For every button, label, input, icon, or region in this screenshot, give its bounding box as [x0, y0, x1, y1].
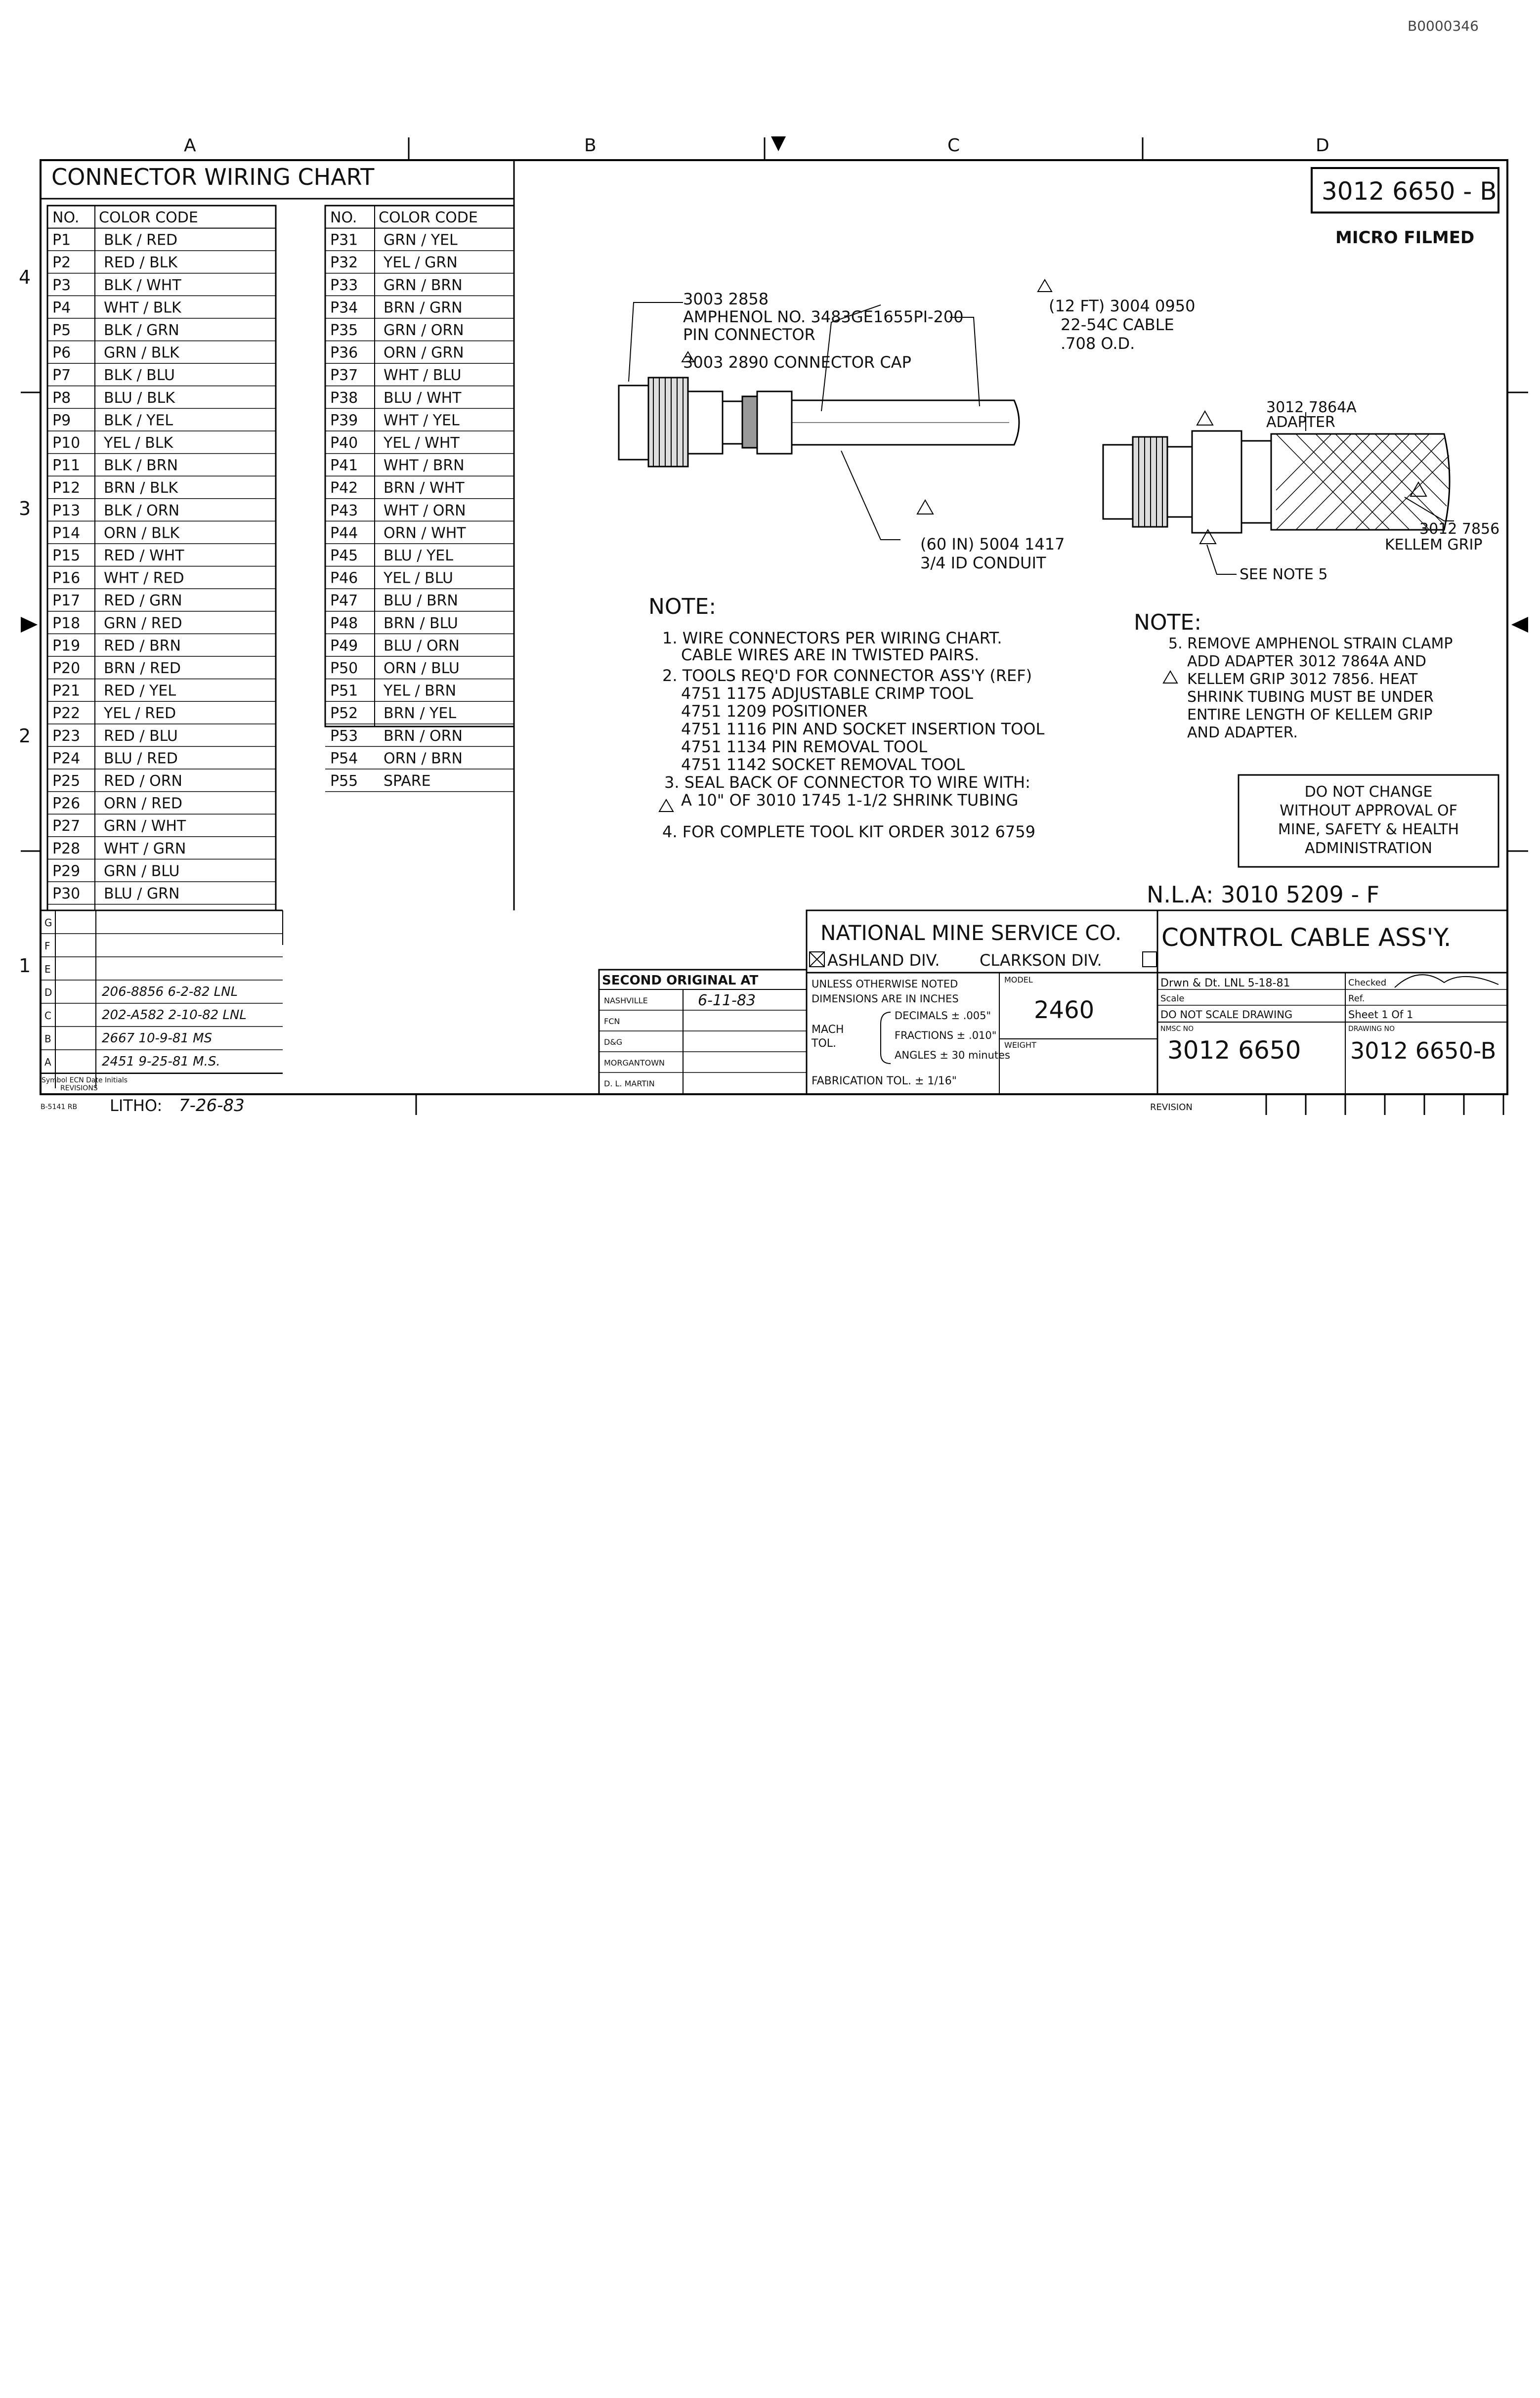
connector-cable-diagram — [619, 378, 1019, 467]
adapter-grip-diagram — [1103, 431, 1450, 533]
wiring-right-color-code: YEL / GRN — [384, 254, 458, 272]
wiring-left-color-code: GRN / BLU — [104, 862, 180, 880]
drawing-number: 3012 6650-B — [1350, 1037, 1497, 1064]
do-not-scale: DO NOT SCALE DRAWING — [1160, 1009, 1293, 1021]
callout-cable-length: (12 FT) 3004 0950 — [1049, 297, 1196, 315]
note-3-cont: A 10" OF 3010 1745 1-1/2 SHRINK TUBING — [681, 791, 1019, 810]
wiring-left-pin: P11 — [52, 457, 81, 474]
drawing-number-top: 3012 6650 - B — [1322, 177, 1497, 206]
wiring-right-pin: P42 — [330, 479, 358, 497]
wiring-left-pin: P12 — [52, 479, 81, 497]
callout-cable-od: .708 O.D. — [1061, 334, 1135, 353]
tolerance-angles: ANGLES ± 30 minutes — [895, 1049, 1010, 1061]
clarkson-checkbox — [1143, 952, 1156, 967]
wiring-left-pin: P2 — [52, 254, 71, 272]
callout-grip-part: 3012 7856 — [1419, 520, 1500, 538]
wiring-right-color-code: ORN / BLU — [384, 660, 460, 677]
nmsc-number: 3012 6650 — [1167, 1036, 1301, 1065]
wiring-right-color-code: YEL / BLU — [384, 569, 453, 587]
note-1-cont: CABLE WIRES ARE IN TWISTED PAIRS. — [681, 645, 980, 664]
revision-entry: 206-8856 6-2-82 LNL — [102, 985, 238, 999]
litho-signature: 7-26-83 — [179, 1096, 245, 1115]
wiring-left-pin: P20 — [52, 660, 81, 677]
wiring-right-color-code: BRN / YEL — [384, 705, 457, 723]
wiring-left-pin: P1 — [52, 231, 71, 249]
wiring-right-color-code: ORN / WHT — [384, 524, 466, 542]
wiring-left-color-code: GRN / BLK — [104, 344, 179, 362]
wiring-right-color-code: GRN / ORN — [384, 322, 464, 339]
wiring-right-color-code: BLU / ORN — [384, 637, 460, 655]
wiring-left-color-code: RED / YEL — [104, 682, 176, 700]
center-arrow-right-icon — [1511, 617, 1528, 633]
note-5-line-2: ADD ADAPTER 3012 7864A AND — [1187, 653, 1426, 670]
revision-symbol: B — [44, 1033, 51, 1045]
zone-row-3: 3 — [19, 498, 31, 519]
wiring-left-pin: P30 — [52, 885, 81, 902]
callout-conduit-length: (60 IN) 5004 1417 — [920, 535, 1065, 554]
tolerance-fractions: FRACTIONS ± .010" — [895, 1029, 997, 1041]
note-5-line-3: KELLEM GRIP 3012 7856. HEAT — [1187, 671, 1418, 688]
revision-symbol: G — [44, 917, 52, 929]
wiring-left-color-code: BLK / GRN — [104, 322, 179, 339]
msha-line-1: DO NOT CHANGE — [1304, 783, 1433, 801]
wiring-left-color-code: GRN / WHT — [104, 817, 186, 835]
wiring-right-header-code: COLOR CODE — [379, 209, 478, 226]
wiring-right-color-code: WHT / BLU — [384, 367, 462, 385]
wiring-right-pin: P40 — [330, 434, 358, 452]
note-5-line-4: SHRINK TUBING MUST BE UNDER — [1187, 688, 1434, 706]
msha-line-2: WITHOUT APPROVAL OF — [1280, 802, 1457, 819]
wiring-right-pin: P39 — [330, 412, 358, 429]
sheet-count: Sheet 1 Of 1 — [1348, 1009, 1413, 1021]
note-2-tool-1: 4751 1175 ADJUSTABLE CRIMP TOOL — [681, 684, 973, 703]
wiring-right-color-code: WHT / BRN — [384, 457, 465, 474]
wiring-left-pin: P3 — [52, 276, 71, 294]
wiring-left-pin: P27 — [52, 817, 81, 835]
tolerance-mach: MACH — [812, 1024, 844, 1036]
notes-right — [1134, 610, 1453, 741]
wiring-left-pin: P18 — [52, 614, 81, 632]
wiring-left-color-code: WHT / RED — [104, 569, 184, 587]
second-original-dl-martin: D. L. MARTIN — [604, 1079, 655, 1088]
wiring-right-color-code: YEL / WHT — [384, 434, 460, 452]
wiring-left-color-code: ORN / BLK — [104, 524, 180, 542]
note-2-tool-3: 4751 1116 PIN AND SOCKET INSERTION TOOL — [681, 720, 1045, 738]
company-block — [807, 910, 1157, 1094]
wiring-left-color-code: RED / ORN — [104, 772, 182, 790]
note-2: 2. TOOLS REQ'D FOR CONNECTOR ASS'Y (REF) — [662, 666, 1032, 685]
wiring-left-pin: P19 — [52, 637, 81, 655]
revision-block — [41, 910, 283, 1092]
note-5-line-5: ENTIRE LENGTH OF KELLEM GRIP — [1187, 706, 1433, 724]
zone-row-1: 1 — [19, 955, 31, 977]
wiring-right-color-code: BRN / BLU — [384, 614, 458, 632]
tolerance-line-2: DIMENSIONS ARE IN INCHES — [812, 993, 959, 1005]
nla-number: N.L.A: 3010 5209 - F — [1147, 881, 1380, 908]
wiring-left-pin: P29 — [52, 862, 81, 880]
wiring-right-pin: P51 — [330, 682, 358, 700]
wiring-right-pin: P34 — [330, 299, 358, 317]
wiring-left-pin: P28 — [52, 840, 81, 857]
model-label: MODEL — [1004, 975, 1033, 985]
drawn-by: Drwn & Dt. LNL 5-18-81 — [1160, 977, 1290, 989]
wiring-left-pin: P25 — [52, 772, 81, 790]
wiring-left-color-code: BLK / BRN — [104, 457, 178, 474]
connector-wiring-chart — [41, 160, 514, 910]
wiring-right-pin: P36 — [330, 344, 358, 362]
wiring-left-color-code: RED / WHT — [104, 547, 184, 564]
wiring-right-color-code: WHT / ORN — [384, 502, 466, 519]
engineering-drawing — [19, 135, 1508, 1115]
callout-amphenol: AMPHENOL NO. 3483GE1655PI-200 — [683, 307, 964, 326]
wiring-right-color-code: BLU / YEL — [384, 547, 453, 564]
wiring-left-pin: P15 — [52, 547, 81, 564]
wiring-right-color-code: ORN / GRN — [384, 344, 464, 362]
callout-cable-type: 22-54C CABLE — [1061, 315, 1174, 334]
wiring-right-pin: P47 — [330, 592, 358, 610]
title-block — [1157, 910, 1507, 1094]
company-name: NATIONAL MINE SERVICE CO. — [820, 921, 1122, 945]
tolerance-fabrication: FABRICATION TOL. ± 1/16" — [812, 1075, 957, 1087]
zone-row-2: 2 — [19, 725, 31, 747]
second-original-fcn: FCN — [604, 1017, 620, 1026]
wiring-right-color-code: GRN / YEL — [384, 231, 458, 249]
wiring-right-pin: P32 — [330, 254, 358, 272]
center-arrow-top-icon — [771, 136, 786, 151]
wiring-right-pin: P38 — [330, 389, 358, 407]
ref-label: Ref. — [1348, 993, 1365, 1004]
revision-symbol: E — [44, 963, 51, 975]
wiring-left-color-code: BLU / GRN — [104, 885, 180, 902]
note-4: 4. FOR COMPLETE TOOL KIT ORDER 3012 6759 — [662, 822, 1035, 841]
wiring-left-pin: P5 — [52, 322, 71, 339]
wiring-right-pin: P44 — [330, 524, 358, 542]
wiring-left-pin: P14 — [52, 524, 81, 542]
note-5-line-6: AND ADAPTER. — [1187, 724, 1298, 741]
litho-code: B-5141 RB — [41, 1103, 78, 1111]
wiring-left-color-code: WHT / GRN — [104, 840, 186, 857]
revision-entry: 202-A582 2-10-82 LNL — [102, 1008, 247, 1023]
wiring-right-color-code: SPARE — [384, 772, 431, 790]
checked-label: Checked — [1348, 978, 1387, 988]
wiring-left-pin: P9 — [52, 412, 71, 429]
revision-entry: 2451 9-25-81 M.S. — [102, 1054, 220, 1069]
note-5: 5. REMOVE AMPHENOL STRAIN CLAMP — [1168, 635, 1453, 652]
tolerance-decimals: DECIMALS ± .005" — [895, 1010, 991, 1022]
wiring-left-color-code: BLU / RED — [104, 750, 178, 768]
callout-see-note: SEE NOTE 5 — [1240, 566, 1328, 583]
wiring-left-pin: P26 — [52, 795, 81, 813]
company-div-clarkson: CLARKSON DIV. — [980, 951, 1102, 970]
note-2-tool-5: 4751 1142 SOCKET REMOVAL TOOL — [681, 755, 965, 774]
wiring-left-header-code: COLOR CODE — [99, 209, 198, 226]
wiring-left-pin: P23 — [52, 727, 81, 745]
wiring-right-pin: P50 — [330, 660, 358, 677]
zone-label-d: D — [1316, 135, 1329, 156]
second-original-morgantown: MORGANTOWN — [604, 1058, 665, 1068]
wiring-left-color-code: BLK / BLU — [104, 367, 175, 385]
wiring-left-pin: P13 — [52, 502, 81, 519]
wiring-left-pin: P17 — [52, 592, 81, 610]
zone-label-c: C — [947, 135, 960, 156]
wiring-right-pin: P33 — [330, 276, 358, 294]
wiring-left-header-no: NO. — [52, 209, 80, 226]
wiring-right-color-code: WHT / YEL — [384, 412, 460, 429]
wiring-left-pin: P7 — [52, 367, 71, 385]
wiring-left-color-code: RED / BLU — [104, 727, 178, 745]
wiring-left-color-code: BLK / YEL — [104, 412, 173, 429]
wiring-right-pin: P35 — [330, 322, 358, 339]
note-3: 3. SEAL BACK OF CONNECTOR TO WIRE WITH: — [664, 773, 1030, 792]
wiring-left-color-code: BRN / RED — [104, 660, 181, 677]
microfilmed-stamp: MICRO FILMED — [1335, 228, 1475, 248]
notes-left-title: NOTE: — [648, 594, 717, 619]
revision-symbol: D — [44, 986, 52, 998]
callout-adapter-part: 3012 7864A — [1266, 399, 1357, 416]
second-original-title: SECOND ORIGINAL AT — [602, 973, 759, 988]
wiring-chart-right-rows — [325, 209, 514, 792]
second-original-block — [599, 970, 807, 1094]
wiring-right-color-code: BLU / BRN — [384, 592, 458, 610]
wiring-chart-title: CONNECTOR WIRING CHART — [51, 164, 375, 190]
model-value: 2460 — [1034, 996, 1095, 1024]
wiring-left-color-code: ORN / RED — [104, 795, 182, 813]
wiring-left-color-code: BLK / WHT — [104, 276, 181, 294]
sheet-border — [41, 160, 1507, 1094]
zone-row-4: 4 — [19, 266, 31, 288]
second-original-nashville: NASHVILLE — [604, 996, 648, 1005]
msha-line-4: ADMINISTRATION — [1304, 840, 1433, 857]
wiring-right-color-code: YEL / BRN — [384, 682, 457, 700]
callout-connector-cap: 3003 2890 CONNECTOR CAP — [683, 353, 911, 372]
callout-conduit-size: 3/4 ID CONDUIT — [920, 554, 1046, 572]
wiring-left-pin: P16 — [52, 569, 81, 587]
notes-left — [648, 594, 1044, 841]
wiring-right-pin: P55 — [330, 772, 358, 790]
wiring-left-color-code: RED / GRN — [104, 592, 182, 610]
wiring-chart-left-rows — [47, 209, 276, 904]
zone-label-a: A — [184, 135, 196, 156]
wiring-right-color-code: BRN / GRN — [384, 299, 463, 317]
wiring-right-color-code: ORN / BRN — [384, 750, 463, 768]
weight-label: WEIGHT — [1004, 1040, 1036, 1050]
wiring-left-pin: P4 — [52, 299, 71, 317]
wiring-right-pin: P53 — [330, 727, 358, 745]
wiring-left-pin: P10 — [52, 434, 81, 452]
wiring-right-pin: P52 — [330, 705, 358, 723]
wiring-left-color-code: BLK / ORN — [104, 502, 180, 519]
wiring-right-color-code: GRN / BRN — [384, 276, 463, 294]
callout-pin-connector: PIN CONNECTOR — [683, 325, 815, 344]
callout-connector-part: 3003 2858 — [683, 290, 769, 308]
tolerance-tol: TOL. — [812, 1037, 837, 1050]
revisions-label: REVISIONS — [60, 1084, 98, 1092]
revision-rows — [41, 917, 283, 1073]
wiring-right-color-code: BLU / WHT — [384, 389, 462, 407]
wiring-left-color-code: RED / BRN — [104, 637, 181, 655]
wiring-left-pin: P22 — [52, 705, 81, 723]
wiring-right-pin: P31 — [330, 231, 358, 249]
revision-symbol: F — [44, 940, 50, 952]
zone-label-b: B — [584, 135, 597, 156]
callout-adapter-label: ADAPTER — [1266, 414, 1335, 431]
note-2-tool-2: 4751 1209 POSITIONER — [681, 702, 868, 721]
wiring-right-pin: P45 — [330, 547, 358, 564]
revision-label: REVISION — [1150, 1102, 1193, 1113]
note-2-tool-4: 4751 1134 PIN REMOVAL TOOL — [681, 737, 928, 756]
revision-entry: 2667 10-9-81 MS — [102, 1031, 213, 1046]
wiring-left-pin: P8 — [52, 389, 71, 407]
wiring-right-pin: P49 — [330, 637, 358, 655]
litho-label: LITHO: — [110, 1096, 163, 1115]
drawing-canvas — [19, 135, 1508, 1115]
drawing-no-label: DRAWING NO — [1348, 1025, 1395, 1033]
nmsc-label: NMSC NO — [1160, 1025, 1194, 1033]
wiring-right-pin: P48 — [330, 614, 358, 632]
wiring-right-pin: P46 — [330, 569, 358, 587]
drawing-title: CONTROL CABLE ASS'Y. — [1161, 923, 1452, 952]
wiring-right-header-no: NO. — [330, 209, 357, 226]
document-id: B0000346 — [1408, 18, 1479, 34]
checked-signature — [1395, 975, 1498, 987]
wiring-right-pin: P41 — [330, 457, 358, 474]
wiring-left-pin: P24 — [52, 750, 81, 768]
revision-footer: Symbol ECN Date Initials — [42, 1076, 128, 1084]
revision-symbol: C — [44, 1010, 51, 1022]
second-original-date: 6-11-83 — [698, 992, 756, 1009]
wiring-right-pin: P37 — [330, 367, 358, 385]
company-div-ashland: ASHLAND DIV. — [827, 951, 940, 970]
wiring-left-pin: P21 — [52, 682, 81, 700]
wiring-left-pin: P6 — [52, 344, 71, 362]
wiring-left-color-code: BLU / BLK — [104, 389, 175, 407]
wiring-left-color-code: WHT / BLK — [104, 299, 181, 317]
callout-grip-label: KELLEM GRIP — [1385, 536, 1483, 554]
wiring-left-color-code: YEL / BLK — [104, 434, 173, 452]
scale-label: Scale — [1160, 993, 1185, 1004]
wiring-right-pin: P54 — [330, 750, 358, 768]
center-arrow-left-icon — [21, 617, 38, 633]
wiring-right-color-code: BRN / WHT — [384, 479, 465, 497]
revision-symbol: A — [44, 1056, 51, 1068]
wiring-left-color-code: BLK / RED — [104, 231, 178, 249]
wiring-right-color-code: BRN / ORN — [384, 727, 463, 745]
msha-line-3: MINE, SAFETY & HEALTH — [1278, 821, 1459, 838]
wiring-left-color-code: BRN / BLK — [104, 479, 178, 497]
notes-right-title: NOTE: — [1134, 610, 1202, 635]
wiring-left-color-code: GRN / RED — [104, 614, 182, 632]
wiring-left-color-code: RED / BLK — [104, 254, 178, 272]
tolerance-line-1: UNLESS OTHERWISE NOTED — [812, 978, 958, 990]
note-1: 1. WIRE CONNECTORS PER WIRING CHART. — [662, 629, 1002, 647]
second-original-dg: D&G — [604, 1037, 623, 1047]
wiring-right-pin: P43 — [330, 502, 358, 519]
wiring-left-color-code: YEL / RED — [104, 705, 176, 723]
